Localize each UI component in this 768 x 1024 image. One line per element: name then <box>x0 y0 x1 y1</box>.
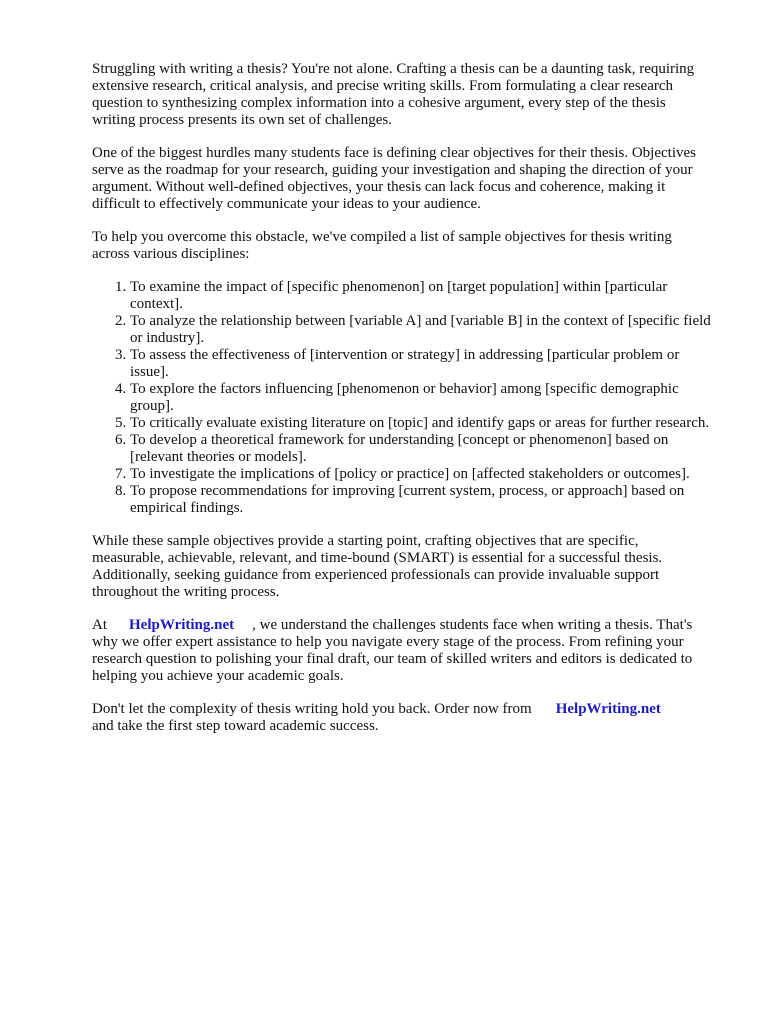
service-prefix: At <box>92 617 107 633</box>
helpwriting-link[interactable]: HelpWriting.net <box>129 617 235 633</box>
cta-prefix: Don't let the complexity of thesis writing hold you back. Order now from <box>92 701 532 717</box>
service-paragraph <box>92 617 712 685</box>
list-item: 6. To develop a theoretical framework for understanding [concept or phenomenon] based on [relevant theories or models]. <box>130 432 712 466</box>
cta-suffix: and take the first step toward academic success. <box>92 718 379 734</box>
list-item: 5. To critically evaluate existing literature on [topic] and identify gaps or areas for further research. <box>130 415 712 432</box>
objectives-list <box>92 279 712 517</box>
list-item: 2. To analyze the relationship between [variable A] and [variable B] in the context of [specific field or industry]. <box>130 313 712 347</box>
list-item: 1. To examine the impact of [specific phenomenon] on [target population] within [particular context]. <box>130 279 712 313</box>
list-item: 7. To investigate the implications of [policy or practice] on [affected stakeholders or outcomes]. <box>130 466 712 483</box>
cta-paragraph <box>92 701 712 735</box>
hurdles-paragraph: One of the biggest hurdles many students face is defining clear objectives for their thesis. Objectives serve as the roadmap for your research, guiding your investigation and shaping the direction of your argument. Without well-defined objectives, your thesis can lack focus and coherence, making it difficult to effectively communicate your ideas to your audience. <box>92 145 696 212</box>
document-page <box>92 61 712 751</box>
list-item: 8. To propose recommendations for improving [current system, process, or approach] based on empirical findings. <box>130 483 712 517</box>
list-intro-paragraph: To help you overcome this obstacle, we've compiled a list of sample objectives for thesis writing across various disciplines: <box>92 229 672 262</box>
list-item: 4. To explore the factors influencing [phenomenon or behavior] among [specific demographic group]. <box>130 381 712 415</box>
intro-paragraph: Struggling with writing a thesis? You're not alone. Crafting a thesis can be a daunting task, requiring extensive research, critical analysis, and precise writing skills. From formulating a clear research question to synthesizing complex information into a cohesive argument, every step of the thesis writing process presents its own set of challenges. <box>92 61 695 128</box>
service-suffix: , we understand the challenges students face when writing a thesis. That's why we offer expert assistance to help you navigate every stage of the process. From refining your research question to polishing your final draft, our team of skilled writers and editors is dedicated to helping you achieve your academic goals. <box>92 617 693 684</box>
smart-paragraph: While these sample objectives provide a starting point, crafting objectives that are specific, measurable, achievable, relevant, and time-bound (SMART) is essential for a successful thesis. Additionally, seeking guidance from experienced professionals can provide invaluable support throughout the writing process. <box>92 533 663 600</box>
helpwriting-link[interactable]: HelpWriting.net <box>555 701 661 717</box>
list-item: 3. To assess the effectiveness of [intervention or strategy] in addressing [particular problem or issue]. <box>130 347 712 381</box>
